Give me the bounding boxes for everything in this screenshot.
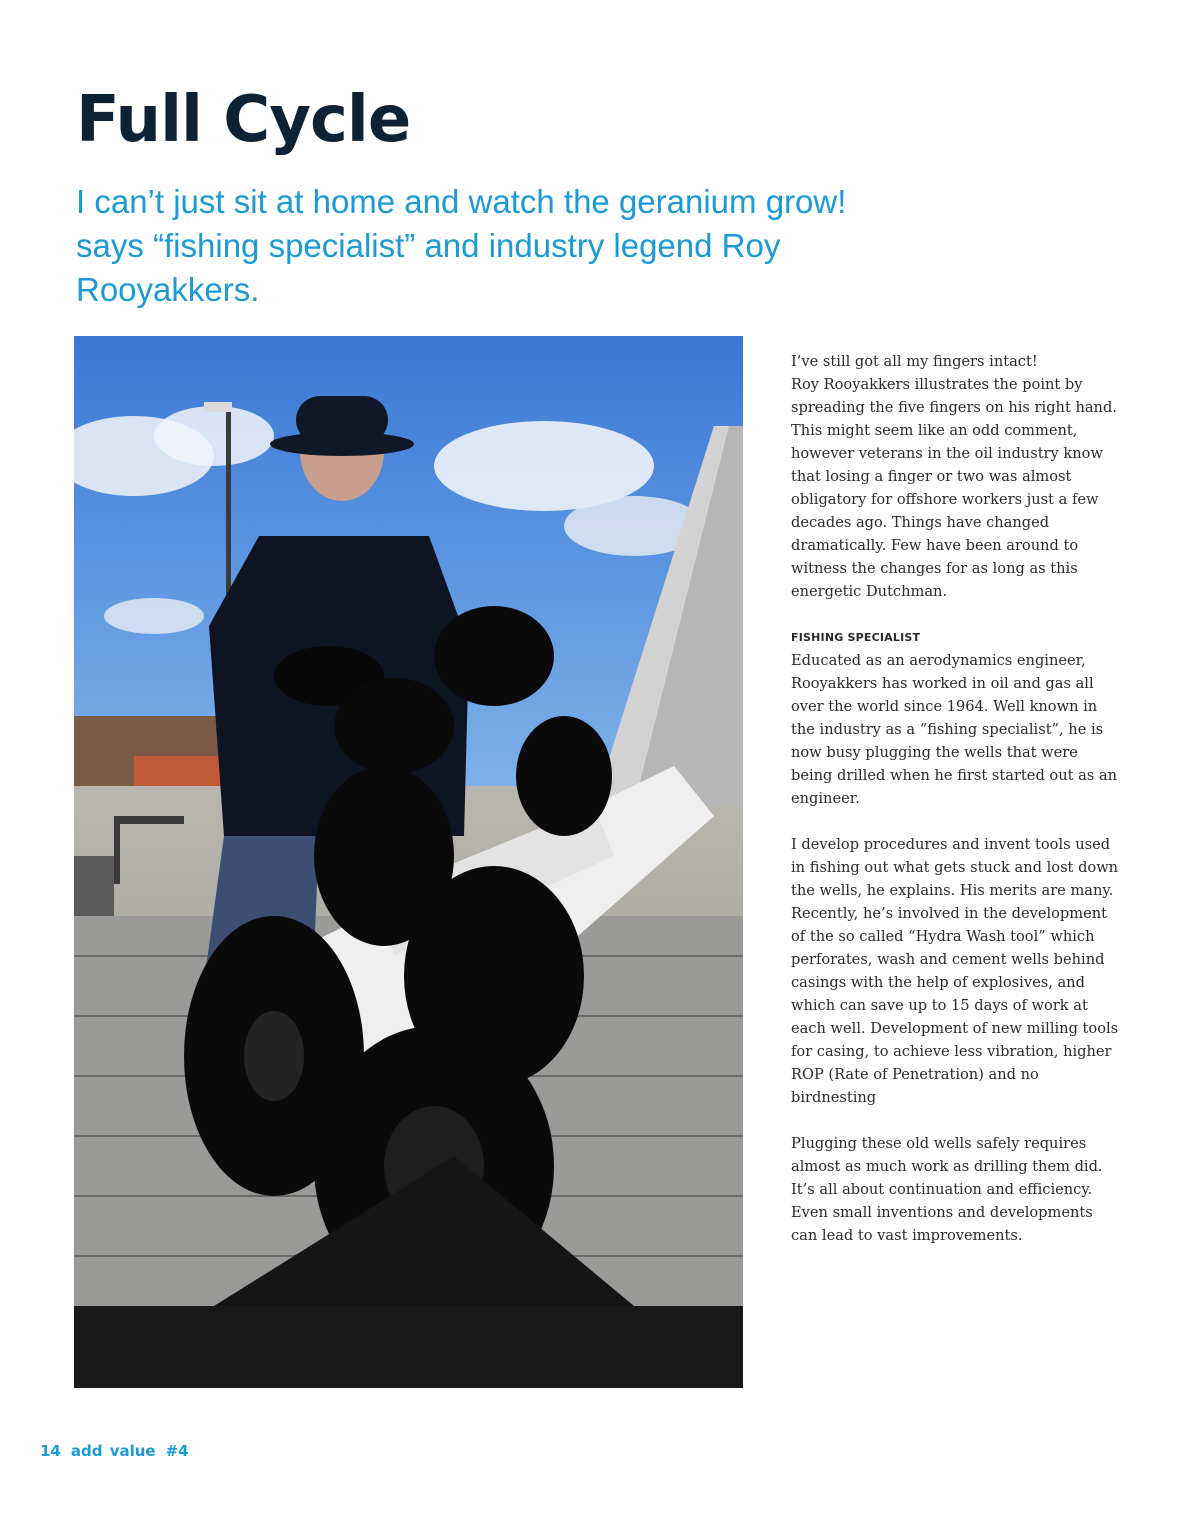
paragraph-education: Educated as an aerodynamics engineer, Rooyakkers has worked in oil and gas all over the world since 1964. Well known in the industry as a “fishing specialist”, he is now busy plugging the wells that were being drilled when he first started out as an engineer. <box>791 652 1118 807</box>
photo-man-with-drill-bit <box>74 336 743 1388</box>
paragraph-tools: I develop procedures and invent tools used in fishing out what gets stuck and lost down the wells, he explains. His merits are many. Recently, he’s involved in the development of the so called “Hydra Wash tool” which perforates, wash and cement wells behind casings with the help of explosives, and which can save up to 15 days of work at each well. Development of new milling tools for casing, to achieve less vibration, higher ROP (Rate of Penetration) and no birdnesting <box>791 836 1119 1106</box>
section-heading: FISHING SPECIALIST <box>791 631 921 644</box>
paragraph-plugging: Plugging these old wells safely requires almost as much work as drilling them did. It’s all about continuation and efficiency. Even small inventions and developments can lead to vast improvements. <box>791 1135 1103 1244</box>
issue-number: #4 <box>165 1442 189 1460</box>
subtitle: I can’t just sit at home and watch the geranium grow! says “fishing specialist” and industry legend Roy Rooyakkers. <box>76 183 847 308</box>
photo-illustration <box>74 336 743 1388</box>
article-body <box>791 350 1121 1270</box>
page-number: 14 <box>40 1442 61 1460</box>
page-title: Full Cycle <box>76 83 411 157</box>
page-footer <box>40 1442 199 1460</box>
publication-name: add value <box>70 1442 156 1460</box>
paragraph-intro: I’ve still got all my fingers intact! Roy Rooyakkers illustrates the point by spreading the five fingers on his right hand. This might seem like an odd comment, however veterans in the oil industry know that losing a finger or two was almost obligatory for offshore workers just a few decades ago. Things have changed dramatically. Few have been around to witness the changes for as long as this energetic Dutchman. <box>791 353 1117 600</box>
